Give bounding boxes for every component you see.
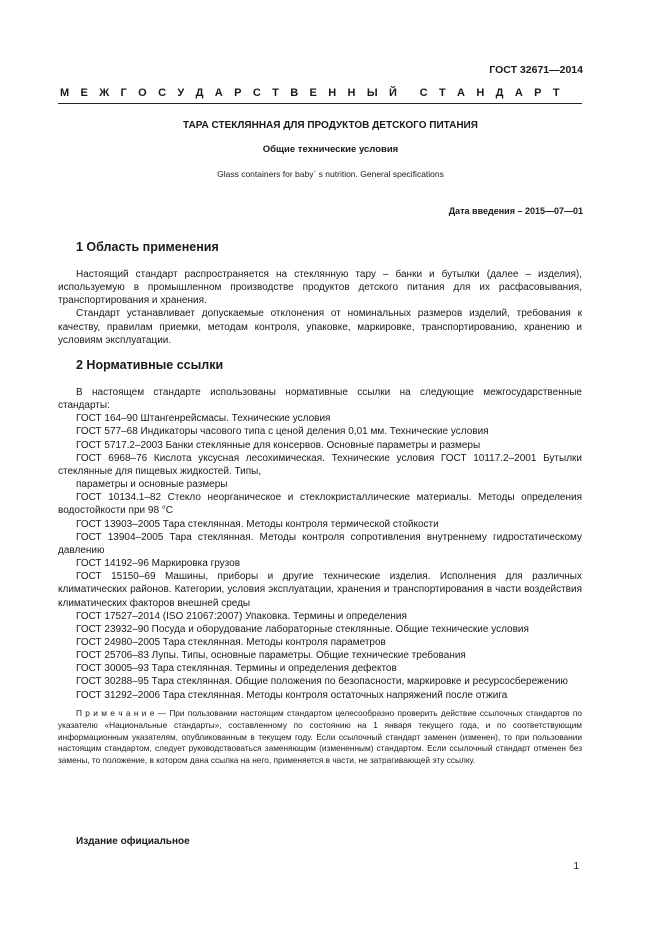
standard-type-letter: Т	[272, 87, 279, 99]
standard-type-letter: М	[60, 87, 70, 99]
standard-type-letter: А	[214, 87, 223, 99]
reference-item: ГОСТ 30288–95 Тара стеклянная. Общие положения по безопасности, маркировке и ресурсосбережению	[76, 676, 568, 688]
section-1-body	[58, 268, 582, 347]
section-2-body	[58, 386, 582, 702]
standard-type-letter: Н	[476, 87, 485, 99]
standard-type-letter: Д	[495, 87, 504, 99]
reference-item: ГОСТ 10134.1–82 Стекло неорганическое и стеклокристаллические материалы. Методы определения водостойкости при 98 °С	[58, 492, 582, 517]
reference-item: ГОСТ 13904–2005 Тара стеклянная. Методы контроля сопротивления внутреннему гидростатическому давлению	[58, 531, 582, 556]
standard-type-letter: А	[514, 87, 523, 99]
standard-type-letter: У	[177, 87, 185, 99]
standard-type-letter: Т	[552, 87, 560, 99]
standard-type-letter: Ы	[366, 87, 378, 99]
section-2-heading: 2 Нормативные ссылки	[76, 358, 224, 372]
standard-type-letter: Р	[234, 87, 242, 99]
standard-type-letter: Г	[120, 87, 127, 99]
section-1-paragraph: Стандарт устанавливает допускаемые отклонения от номинальных размеров изделий, требования к качеству, правилам приемки, методам контроля, упаковке, маркировке, транспортированию, хранению и условиям эксплуатации.	[58, 308, 582, 346]
introduction-date: Дата введения – 2015—07—01	[448, 206, 583, 216]
document-title: ТАРА СТЕКЛЯННАЯ ДЛЯ ПРОДУКТОВ ДЕТСКОГО ПИТАНИЯ	[183, 120, 478, 131]
standard-type-letter: Н	[347, 87, 356, 99]
standard-type-heading	[60, 87, 560, 99]
reference-item: ГОСТ 14192–96 Маркировка грузов	[76, 558, 241, 570]
standard-type-letter: Д	[195, 87, 204, 99]
reference-item: ГОСТ 31292–2006 Тара стеклянная. Методы контроля остаточных напряжений после отжига	[76, 689, 508, 701]
standard-type-letter: С	[252, 87, 261, 99]
section-1-heading: 1 Область применения	[76, 240, 219, 254]
standard-type-letter: Е	[309, 87, 317, 99]
section-1-paragraph: Настоящий стандарт распространяется на стеклянную тару – банки и бутылки (далее – изделия), используемую в промышленном производстве продуктов детского питания для их расфасовывания, транспортирования и хранения.	[58, 269, 582, 307]
standard-type-letter: В	[290, 87, 299, 99]
standard-type-letter: Н	[328, 87, 337, 99]
document-title-english: Glass containers for baby` s nutrition. General specifications	[217, 169, 444, 179]
reference-item: параметры и основные размеры	[76, 479, 228, 491]
page-number: 1	[573, 861, 579, 872]
reference-item: ГОСТ 23932–90 Посуда и оборудование лабораторные стеклянные. Общие технические условия	[76, 623, 529, 635]
standard-type-letter: С	[158, 87, 167, 99]
standard-type-letter: Р	[534, 87, 542, 99]
reference-item: ГОСТ 24980–2005 Тара стеклянная. Методы контроля параметров	[76, 636, 386, 648]
reference-item: В настоящем стандарте использованы нормативные ссылки на следующие межгосударственные стандарты:	[58, 387, 582, 412]
document-subtitle: Общие технические условия	[262, 144, 399, 155]
reference-item: ГОСТ 25706–83 Лупы. Типы, основные параметры. Общие технические требования	[76, 650, 466, 662]
standard-type-letter: Е	[80, 87, 88, 99]
reference-item: ГОСТ 17527–2014 (ISO 21067:2007) Упаковка. Термины и определения	[76, 610, 407, 622]
reference-item: ГОСТ 164–90 Штангенрейсмасы. Технические условия	[76, 413, 331, 425]
official-edition-label: Издание официальное	[76, 836, 190, 847]
section-2-note: П р и м е ч а н и е — При пользовании настоящим стандартом целесообразно проверить действие ссылочных стандартов по указателю «Национальные стандарты», составленному по состоянию на 1 января текущего года, и по соответствующим информационным указателям, опубликованным в текущем году. Если ссылочный стандарт заменен (изменен), то при пользовании настоящим стандартом, следует руководствоваться заменяющим (измененным) стандартом. Если ссылочный стандарт отменен без замены, то положение, в котором дана ссылка на него, применяется в части, не затрагивающей эту ссылку.	[58, 708, 582, 766]
standard-type-letter: А	[457, 87, 465, 99]
standard-type-letter: О	[138, 87, 147, 99]
reference-item: ГОСТ 6968–76 Кислота уксусная лесохимическая. Технические условия ГОСТ 10117.2–2001 Бутылки стеклянные для пищевых жидкостей. Типы,	[58, 452, 582, 477]
document-code: ГОСТ 32671—2014	[489, 64, 583, 76]
reference-item: ГОСТ 5717.2–2003 Банки стеклянные для консервов. Основные параметры и размеры	[76, 439, 481, 451]
reference-item: ГОСТ 15150–69 Машины, приборы и другие технические изделия. Исполнения для различных климатических районов. Категории, условия эксплуатации, хранения и транспортирования в части воздействия климатических факторов внешней среды	[58, 571, 582, 609]
reference-item: ГОСТ 577–68 Индикаторы часового типа с ценой деления 0,01 мм. Технические условия	[76, 426, 489, 438]
standard-type-letter: Й	[389, 87, 397, 99]
standard-type-letter: Т	[438, 87, 446, 99]
standard-type-letter: С	[419, 87, 428, 99]
reference-item: ГОСТ 30005–93 Тара стеклянная. Термины и определения дефектов	[76, 663, 397, 675]
standard-type-letter: Ж	[99, 87, 110, 99]
reference-item: ГОСТ 13903–2005 Тара стеклянная. Методы контроля термической стойкости	[76, 518, 439, 530]
